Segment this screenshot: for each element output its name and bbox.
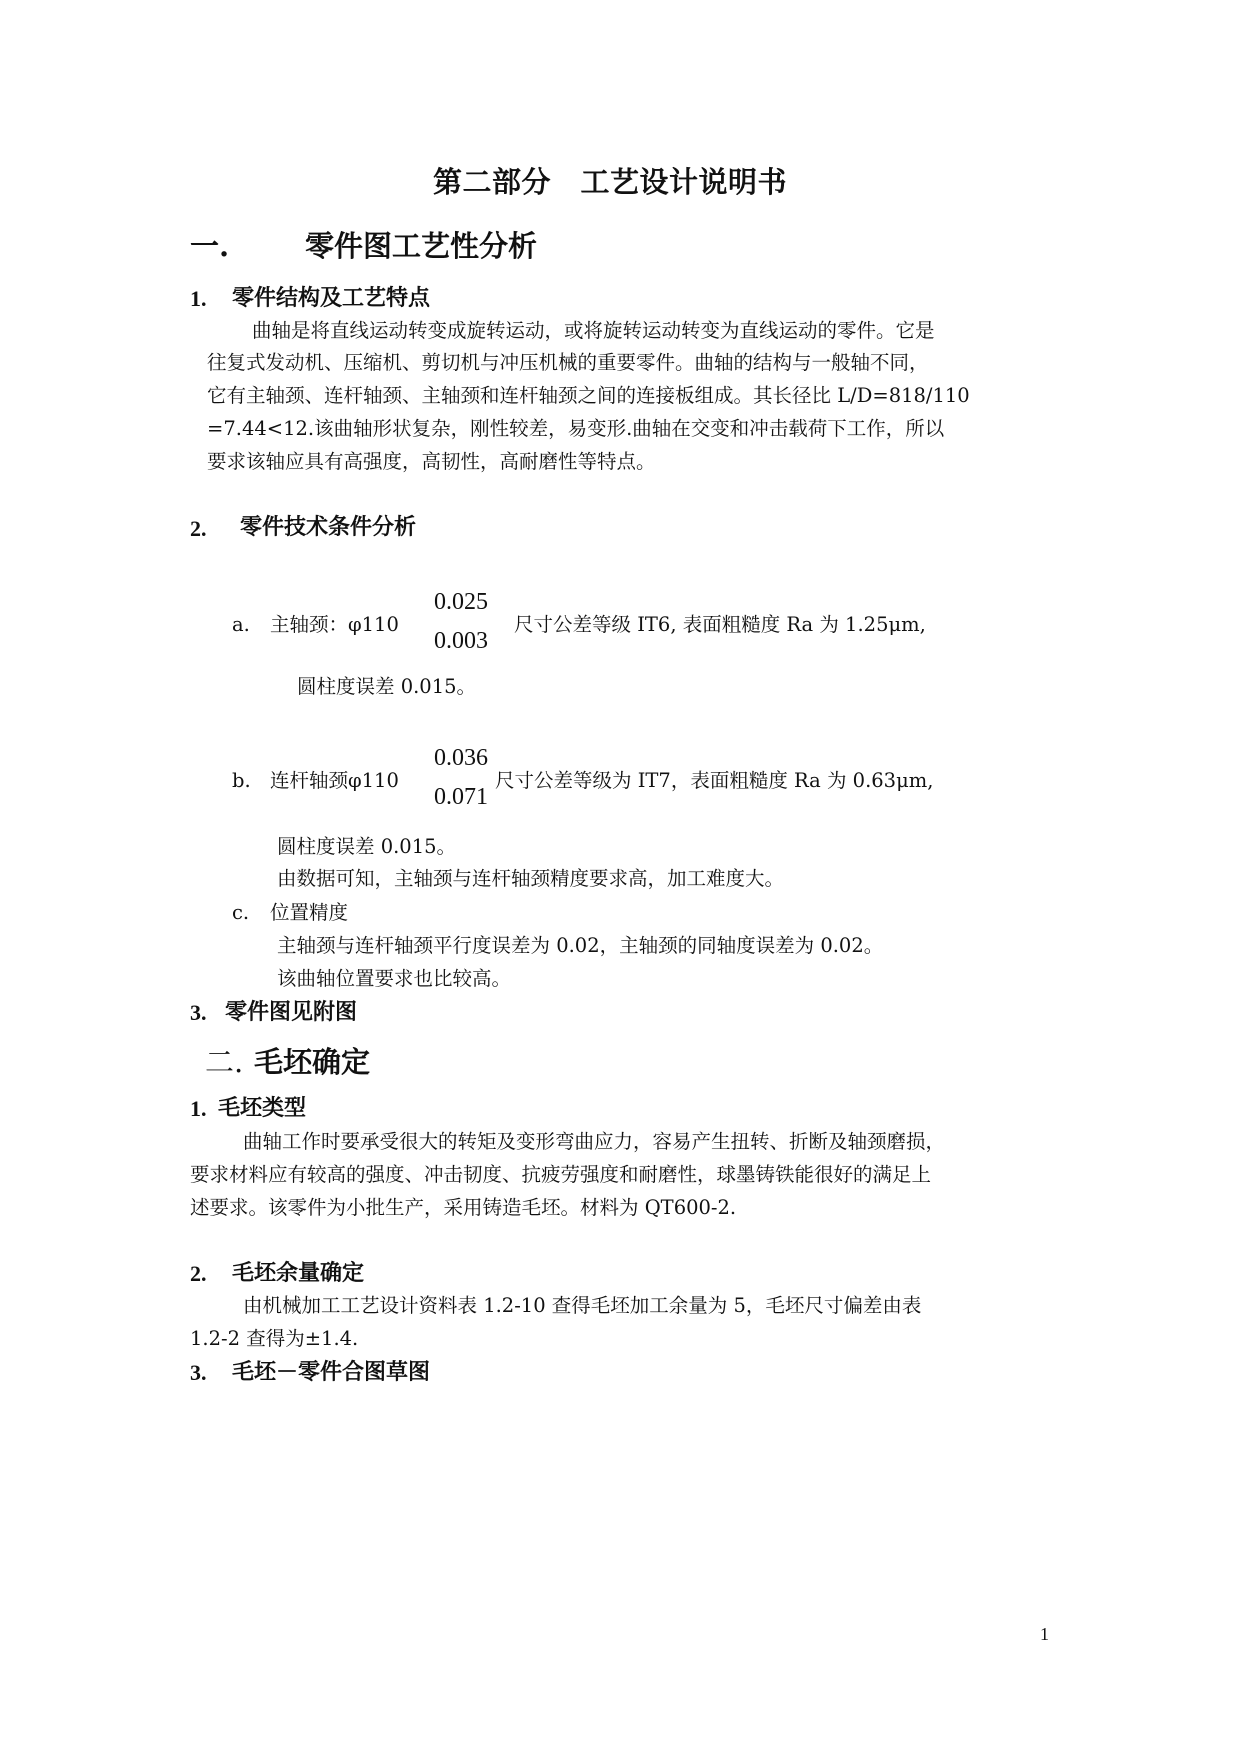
item-b-lead: 连杆轴颈φ110 [270,769,399,792]
subsection-2-2-number: 2. [190,1261,207,1286]
item-a-tolerance-upper: 0.025 [434,589,488,615]
subsection-1-1-number: 1. [190,286,207,311]
section-1-heading: 零件图工艺性分析 [305,229,538,263]
item-c-line1: 主轴颈与连杆轴颈平行度误差为 0.02，主轴颈的同轴度误差为 0.02。 [277,934,884,957]
item-a-label: a. [232,613,250,636]
item-a-line2: 圆柱度误差 0.015。 [297,675,477,698]
paragraph-line: 它有主轴颈、连杆轴颈、主轴颈和连杆轴颈之间的连接板组成。其长径比 L/D=818/110 [207,384,970,407]
section-2-heading: 毛坯确定 [254,1045,371,1079]
item-b-tolerance-lower: 0.071 [434,784,488,810]
paragraph-line: 要求该轴应具有高强度，高韧性，高耐磨性等特点。 [207,450,656,473]
paragraph-line: 曲轴是将直线运动转变成旋转运动，或将旋转运动转变为直线运动的零件。它是 [252,319,935,342]
subsection-2-3-number: 3. [190,1360,207,1385]
item-a-lead: 主轴颈：φ110 [270,613,399,636]
subsection-1-1-heading: 零件结构及工艺特点 [232,285,431,311]
subsection-2-1-heading: 毛坯类型 [218,1095,307,1121]
paragraph-line: 由机械加工工艺设计资料表 1.2-10 查得毛坯加工余量为 5，毛坯尺寸偏差由表 [243,1294,922,1317]
subsection-2-1-number: 1. [190,1096,207,1121]
subsection-1-3-number: 3. [190,1000,207,1025]
page-title: 第二部分 工艺设计说明书 [433,165,788,199]
item-b-tolerance-upper: 0.036 [434,745,488,771]
subsection-1-3-heading: 零件图见附图 [225,999,358,1025]
item-b-line3: 由数据可知，主轴颈与连杆轴颈精度要求高，加工难度大。 [277,867,785,890]
paragraph-line: =7.44<12.该曲轴形状复杂，刚性较差，易变形.曲轴在交变和冲击载荷下工作，所以 [207,417,945,440]
paragraph-line: 往复式发动机、压缩机、剪切机与冲压机械的重要零件。曲轴的结构与一般轴不同， [207,351,929,374]
item-c-heading: 位置精度 [270,901,349,924]
paragraph-line: 要求材料应有较高的强度、冲击韧度、抗疲劳强度和耐磨性，球墨铸铁能很好的满足上 [190,1163,932,1186]
item-b-line2: 圆柱度误差 0.015。 [277,835,457,858]
subsection-2-3-heading: 毛坯－零件合图草图 [232,1359,431,1385]
paragraph-line: 曲轴工作时要承受很大的转矩及变形弯曲应力，容易产生扭转、折断及轴颈磨损， [243,1130,946,1153]
subsection-1-2-heading: 零件技术条件分析 [240,514,417,540]
subsection-1-2-number: 2. [190,516,207,541]
item-c-line2: 该曲轴位置要求也比较高。 [277,967,512,990]
paragraph-line: 述要求。该零件为小批生产，采用铸造毛坯。材料为 QT600-2. [190,1196,737,1219]
paragraph-line: 1.2-2 查得为±1.4. [190,1327,359,1350]
item-a-tail: 尺寸公差等级 IT6, 表面粗糙度 Ra 为 1.25μm, [514,613,926,636]
item-b-tail: 尺寸公差等级为 IT7，表面粗糙度 Ra 为 0.63μm, [495,769,934,792]
subsection-2-2-heading: 毛坯余量确定 [232,1260,365,1286]
item-b-label: b. [232,769,251,792]
item-a-tolerance-lower: 0.003 [434,628,488,654]
section-2-number: 二. [205,1045,244,1079]
section-1-number: 一. [190,229,230,263]
item-c-label: c. [232,901,250,924]
page-number: 1 [1040,1624,1049,1644]
